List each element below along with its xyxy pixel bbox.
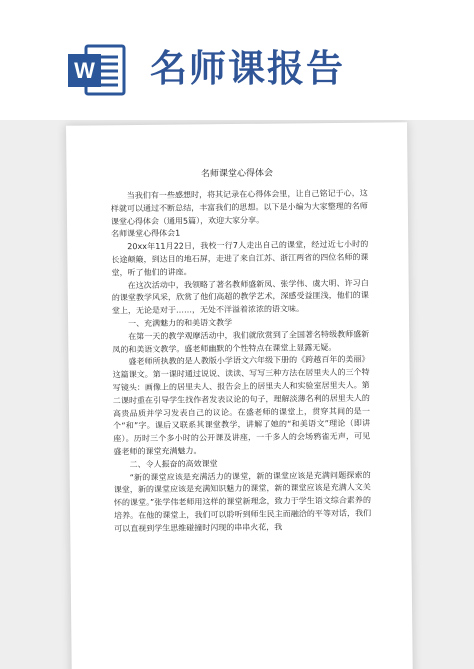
- paragraph: “新的课堂应该是充满活力的课堂，新的课堂应该是充满问题探索的课堂，新的课堂应该是充满知识魅力的课堂，新的课堂应该是充满人文关怀的课堂。”张学伟老师用这样的课堂新理念，致力于学生语文综合素养的培养。在他的课堂上，我们可以聆听到师生民主而融洽的平等对话，我们可以直视到学生思维碰撞时闪现的串串火花，我: [113, 470, 372, 534]
- paragraph: 在第一天的教学观摩活动中，我们就欣赏到了全国著名特级教师盛新凤的和美语文教学。盛老师幽默的个性特点在课堂上显露无疑。: [112, 329, 370, 354]
- header-banner: [0, 0, 474, 120]
- document-preview-area: [0, 120, 474, 669]
- document-title: 名师课堂心得体会: [200, 168, 274, 180]
- section-heading: 名师课堂心得体会1: [111, 228, 181, 239]
- section-heading: 一、充满魅力的和美语文教学: [128, 318, 233, 329]
- paragraph: 盛老师所执教的是人教版小学语文六年级下册的《跨越百年的美丽》这篇课文。第一课时通过说说、读读、写写三种方法在居里夫人的三个特写镜头：画像上的居里夫人、报告会上的居里夫人和实验室居里夫人。第二课时重在引导学生找作者发表议论的句子，理解淡薄名利的居里夫人的高贵品质并学习发表自己的议论。在盛老师的课堂上，贯穿其间的是一个“和”字。课后又联系其课堂教学，讲解了她的“和美语文”理论（即讲座）。历时三个多小时的公开课及讲座，一千多人的会场鸦雀无声，可见盛老师的课堂充满魅力。: [112, 354, 371, 457]
- paragraph: 在这次活动中，我领略了著名教师盛新凤、张学伟、虞大明、许习白的课堂教学风采，欣赏了他们高超的教学艺术，深感受益匪浅，他们的课堂上，无论是对于……，无处不洋溢着浓浓的语文味。: [111, 278, 369, 316]
- paragraph: 20xx年11月22日，我校一行7人走出自己的课堂，经过近七小时的长途颠簸，到达目的地石屏，走进了来自江苏、浙江两省的四位名师的课堂，听了他们的讲座。: [111, 239, 369, 278]
- document-body: [111, 188, 372, 536]
- word-icon-letter: W: [74, 58, 95, 83]
- section-heading: 二、令人振奋的高效课堂: [129, 458, 218, 469]
- document-page: [66, 122, 413, 669]
- word-document-icon: [68, 40, 126, 100]
- page-title: 名师课报告: [150, 46, 345, 90]
- paragraph: 当我们有一些感想时，将其记录在心得体会里，让自己铭记于心，这样就可以通过不断总结，丰富我们的思想。以下是小编为大家整理的名师课堂心得体会（通用5篇），欢迎大家分享。: [110, 188, 368, 226]
